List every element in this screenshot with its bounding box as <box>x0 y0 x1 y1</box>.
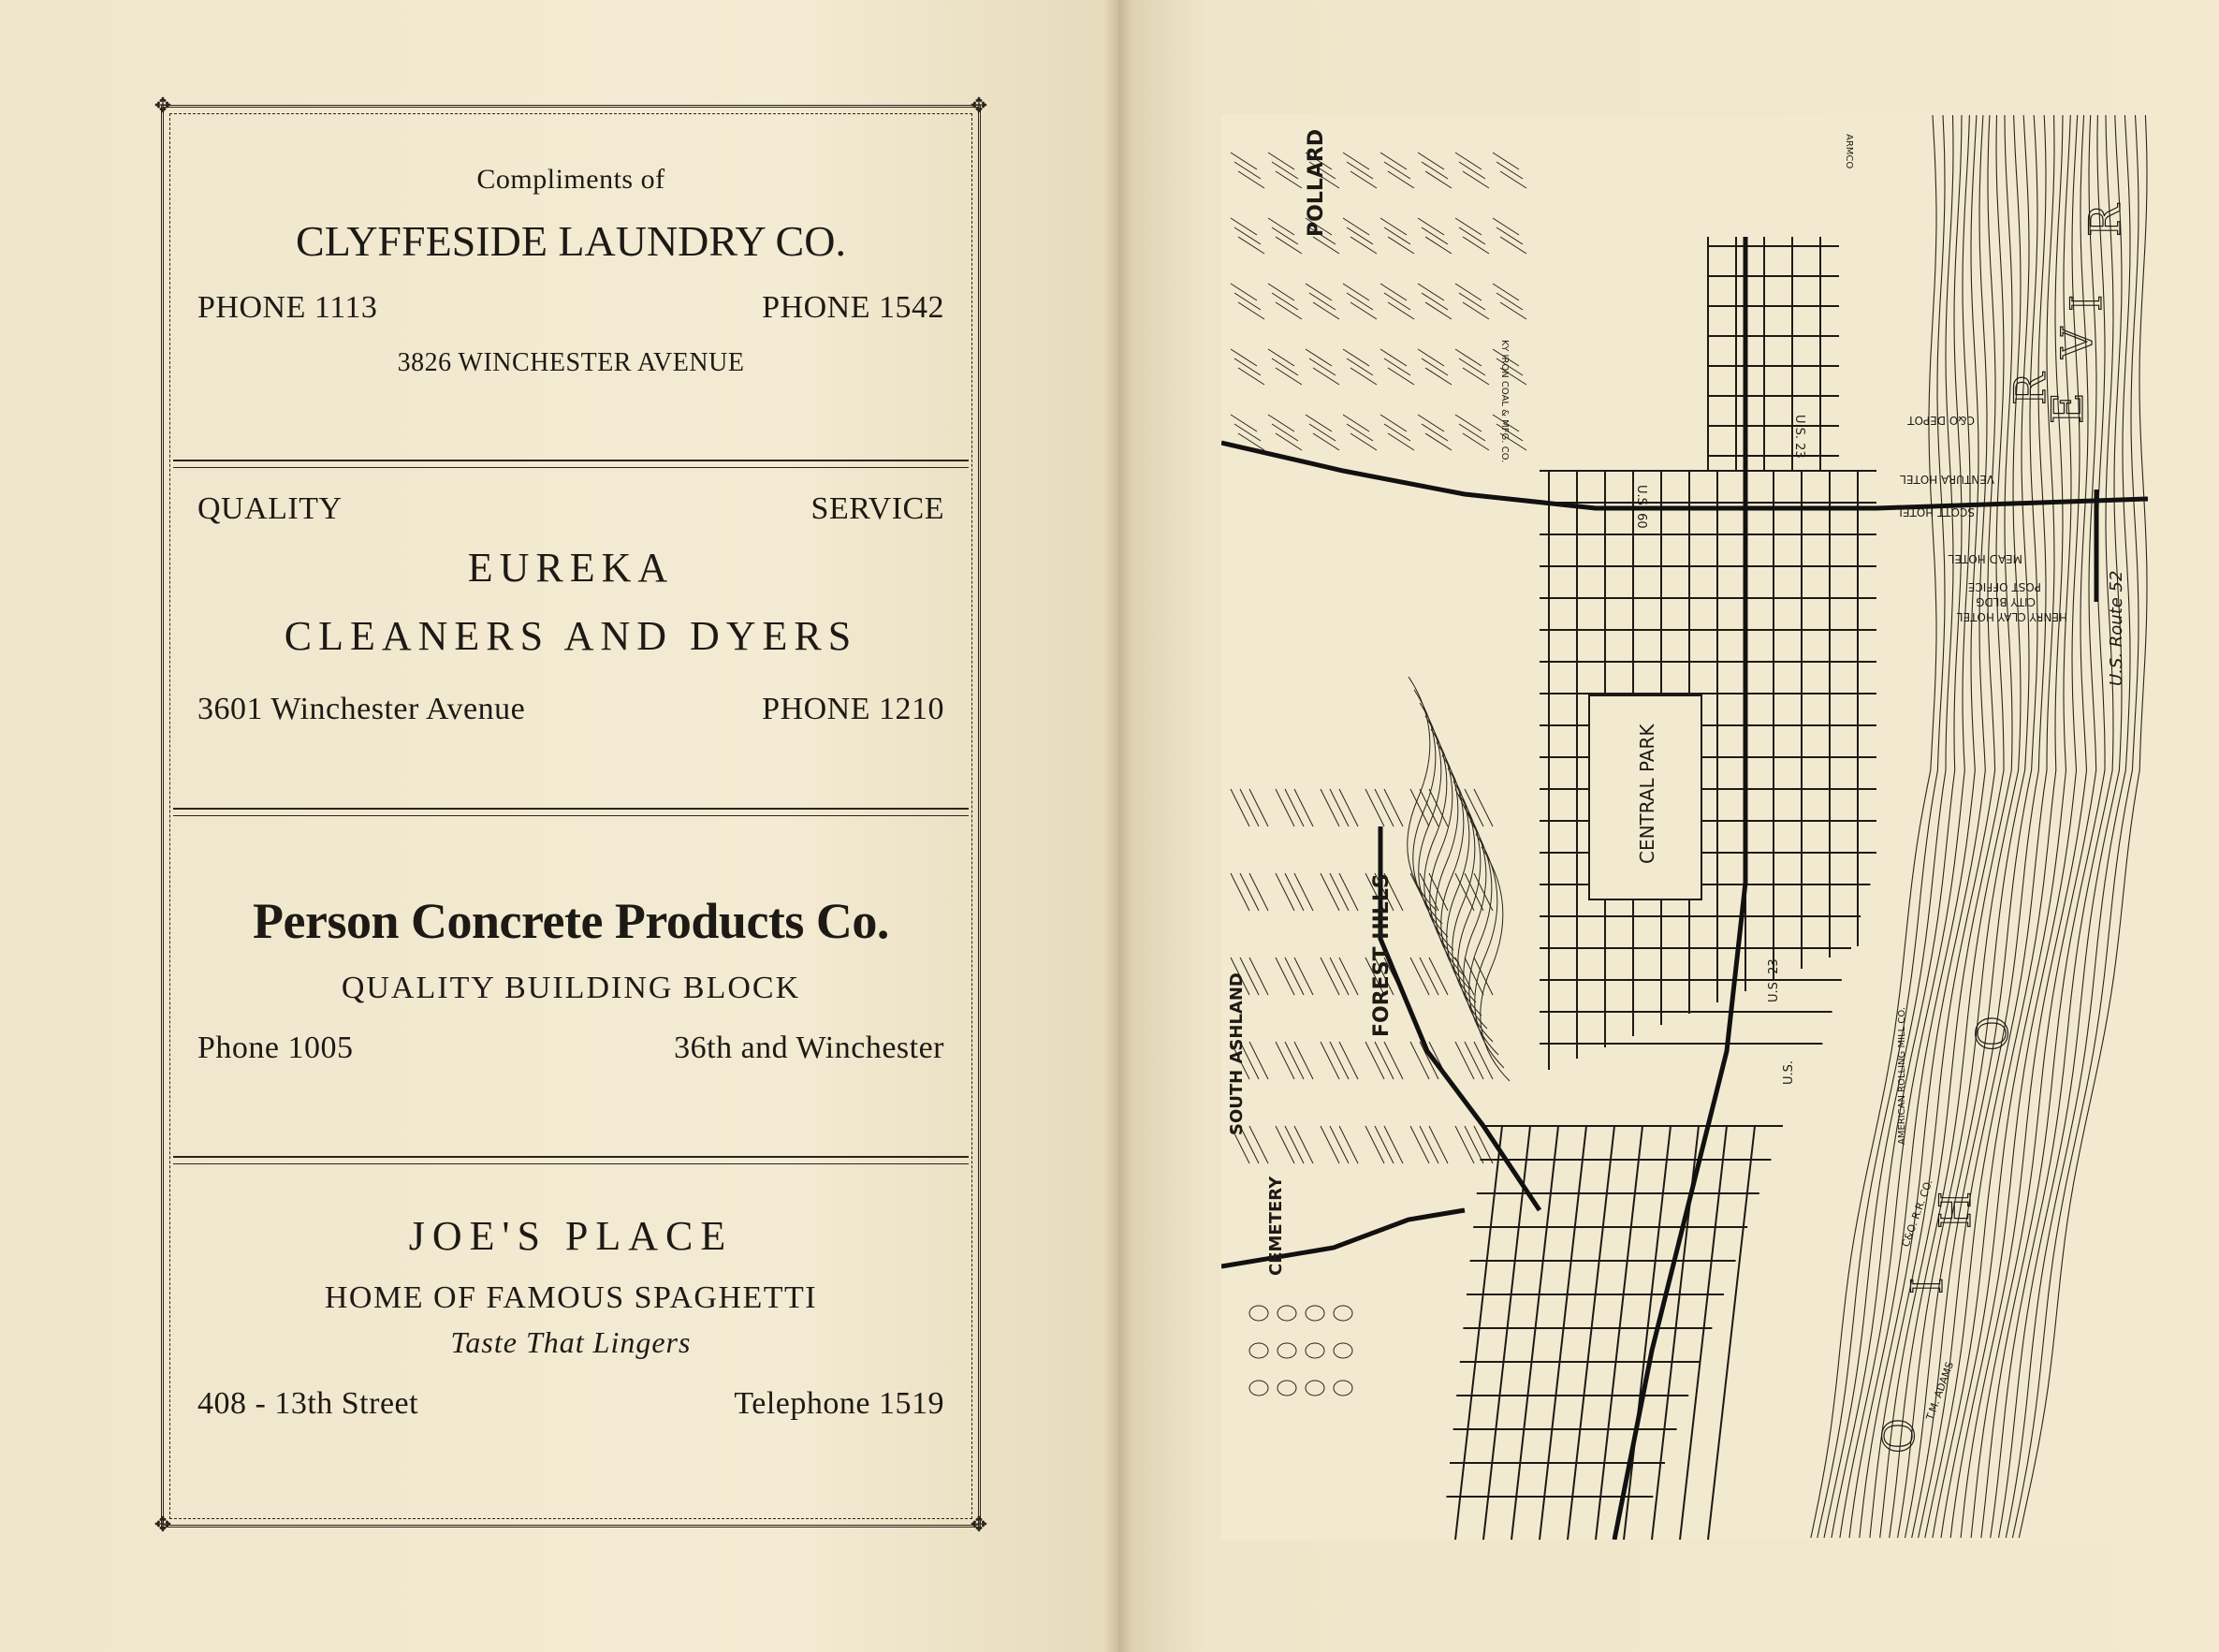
river-letter: V <box>2051 327 2102 358</box>
label-cemetery: CEMETERY <box>1266 1176 1286 1276</box>
ad-tag: QUALITY <box>197 491 343 526</box>
advertisement-frame <box>153 95 988 1537</box>
label-henry-clay-hotel: HENRY CLAY HOTEL <box>1956 610 2067 623</box>
ornament-icon: ✥ <box>970 1513 988 1537</box>
ad-tag: SERVICE <box>810 491 944 526</box>
city-map <box>1221 115 2151 1540</box>
ad-phone: Telephone 1519 <box>734 1386 944 1421</box>
ad-divider <box>173 808 969 816</box>
ad-eureka-cleaners <box>164 491 978 727</box>
ad-phone: PHONE 1542 <box>762 290 944 325</box>
ad-address: 36th and Winchester <box>674 1031 944 1065</box>
label-post-office: POST OFFICE <box>1967 580 2041 593</box>
river-letter: H <box>1930 1191 1980 1229</box>
label-us-23: U.S. 23 <box>1767 958 1781 1002</box>
ad-tagline: HOME OF FAMOUS SPAGHETTI <box>324 1280 818 1315</box>
ad-address: 408 - 13th Street <box>197 1386 419 1421</box>
ad-address: 3826 WINCHESTER AVENUE <box>397 348 745 377</box>
ad-clyffeside-laundry <box>164 164 978 378</box>
label-american-rolling-mill: AMERICAN ROLLING MILL CO. <box>1897 1006 1907 1145</box>
ad-intro: Compliments of <box>476 164 665 195</box>
ad-tagline: QUALITY BUILDING BLOCK <box>341 971 801 1005</box>
ad-company-name: CLYFFESIDE LAUNDRY CO. <box>296 217 846 265</box>
label-us-60: U.S. 60 <box>1634 485 1648 529</box>
label-armco: ARMCO <box>1844 134 1854 169</box>
ornament-icon: ✥ <box>970 95 988 118</box>
label-ky-iron-coal: KY IRON COAL & MFG. CO. <box>1499 340 1510 463</box>
ad-company-name: JOE'S PLACE <box>408 1213 734 1259</box>
river-letter: I <box>2061 294 2111 312</box>
label-pollard: POLLARD <box>1305 128 1328 237</box>
book-gutter <box>1104 0 1132 1652</box>
label-us-23: U.S. 23 <box>1792 415 1806 459</box>
label-us-route-52: U.S. Route 52 <box>2107 570 2126 686</box>
ad-address: 3601 Winchester Avenue <box>197 692 526 726</box>
label-tm-adams: T.M. ADAMS <box>1923 1360 1957 1423</box>
ad-divider <box>173 460 969 468</box>
ad-phone: PHONE 1113 <box>197 290 378 325</box>
label-forest-hills: FOREST HILLS <box>1370 873 1394 1037</box>
label-us: U.S. <box>1782 1060 1796 1085</box>
ornament-icon: ✥ <box>153 95 172 118</box>
ad-phone: PHONE 1210 <box>762 692 944 726</box>
label-mead-hotel: MEAD HOTEL <box>1948 552 2022 565</box>
ad-company-name: CLEANERS AND DYERS <box>284 613 858 659</box>
ad-slogan: Taste That Lingers <box>450 1325 692 1359</box>
label-ventura-hotel: VENTURA HOTEL <box>1900 473 1994 486</box>
river-letter: R <box>2080 204 2130 237</box>
ornament-icon: ✥ <box>153 1513 172 1537</box>
ad-person-concrete <box>164 892 978 1066</box>
ad-phone: Phone 1005 <box>197 1031 354 1065</box>
river-letter: O <box>1874 1418 1924 1454</box>
city-map-drawing <box>1221 115 2151 1540</box>
ad-joes-place <box>164 1212 978 1422</box>
label-c-and-o-rr: C&O. R.R. CO. <box>1899 1177 1935 1250</box>
label-central-park: CENTRAL PARK <box>1636 724 1658 864</box>
ad-company-name: EUREKA <box>467 545 675 591</box>
label-scott-hotel: SCOTT HOTEL <box>1896 505 1975 519</box>
ad-company-name: Person Concrete Products Co. <box>253 893 889 949</box>
river-letter: O <box>1967 1016 2018 1051</box>
ad-divider <box>173 1156 969 1164</box>
label-c-and-o-depot: C&O DEPOT <box>1907 414 1975 427</box>
river-letter: E <box>2042 392 2093 424</box>
label-south-ashland: SOUTH ASHLAND <box>1227 972 1247 1135</box>
river-letter: R <box>2005 373 2055 405</box>
river-letter: I <box>1902 1277 1952 1294</box>
label-city-bldg: CITY BLDG <box>1976 595 2036 608</box>
